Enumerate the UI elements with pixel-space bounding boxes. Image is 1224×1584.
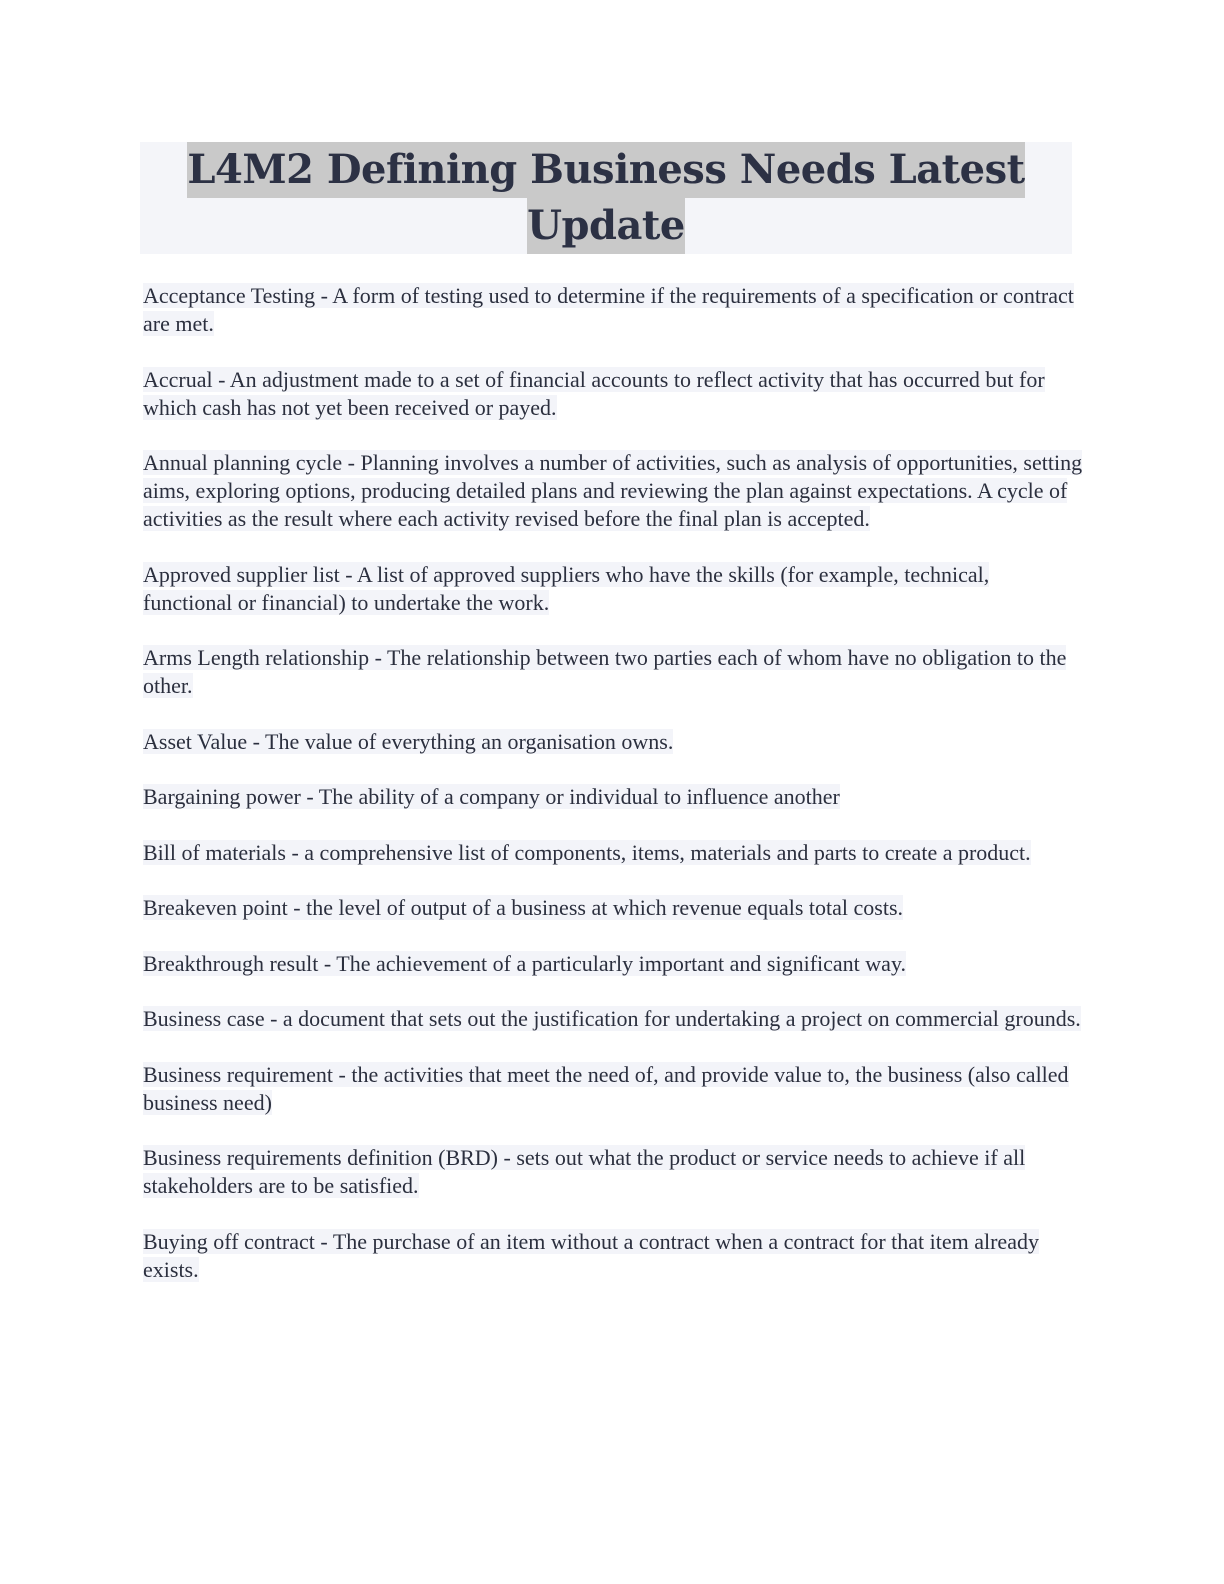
glossary-entry-text: Approved supplier list - A list of approved suppliers who have the skills (for example, technical, functional or financial) to undertake the work. (143, 561, 990, 615)
glossary-entry (143, 449, 1083, 533)
glossary-entry (143, 783, 1083, 811)
glossary-entry-text: Breakeven point - the level of output of a business at which revenue equals total costs. (143, 895, 904, 920)
glossary-entry (143, 950, 1083, 978)
glossary-entry (143, 561, 1083, 617)
glossary-entry (143, 1144, 1083, 1200)
glossary-entry-text: Annual planning cycle - Planning involves a number of activities, such as analysis of opportunities, setting aims, exploring options, producing detailed plans and reviewing the plan against expectations. A cycle of activities as the result where each activity revised before the final plan is accepted. (143, 450, 1083, 531)
glossary-entry (143, 1228, 1083, 1284)
glossary-entry-text: Asset Value - The value of everything an organisation owns. (143, 728, 674, 754)
glossary-entry-text: Bill of materials - a comprehensive list of components, items, materials and parts to create a product. (143, 839, 1031, 865)
glossary-entry-text: Bargaining power - The ability of a company or individual to influence another (143, 784, 840, 809)
glossary-entry-text: Arms Length relationship - The relationship between two parties each of whom have no obligation to the other. (143, 645, 1067, 698)
glossary-entry (143, 366, 1083, 422)
glossary-entry (143, 839, 1083, 867)
glossary-list (143, 282, 1083, 1311)
page-title-line-1: L4M2 Defining Business Needs Latest (187, 142, 1024, 198)
glossary-entry-text: Business requirement - the activities that meet the need of, and provide value to, the business (also called business need) (143, 1061, 1069, 1115)
glossary-entry-text: Breakthrough result - The achievement of a particularly important and significant way. (143, 950, 907, 976)
glossary-entry (143, 1061, 1083, 1117)
glossary-entry-text: Buying off contract - The purchase of an item without a contract when a contract for that item already exists. (143, 1228, 1039, 1282)
glossary-entry (143, 282, 1083, 338)
glossary-entry (143, 728, 1083, 756)
glossary-entry (143, 894, 1083, 922)
page-title-line-2: Update (527, 198, 685, 254)
title-block (140, 142, 1072, 254)
glossary-entry-text: Business case - a document that sets out the justification for undertaking a project on commercial grounds. (143, 1006, 1081, 1031)
glossary-entry (143, 644, 1083, 700)
glossary-entry (143, 1005, 1083, 1033)
glossary-entry-text: Business requirements definition (BRD) - sets out what the product or service needs to achieve if all stakeholders are to be satisfied. (143, 1145, 1026, 1198)
glossary-entry-text: Acceptance Testing - A form of testing used to determine if the requirements of a specification or contract are met. (143, 283, 1074, 336)
glossary-entry-text: Accrual - An adjustment made to a set of financial accounts to reflect activity that has occurred but for which cash has not yet been received or payed. (143, 366, 1045, 420)
